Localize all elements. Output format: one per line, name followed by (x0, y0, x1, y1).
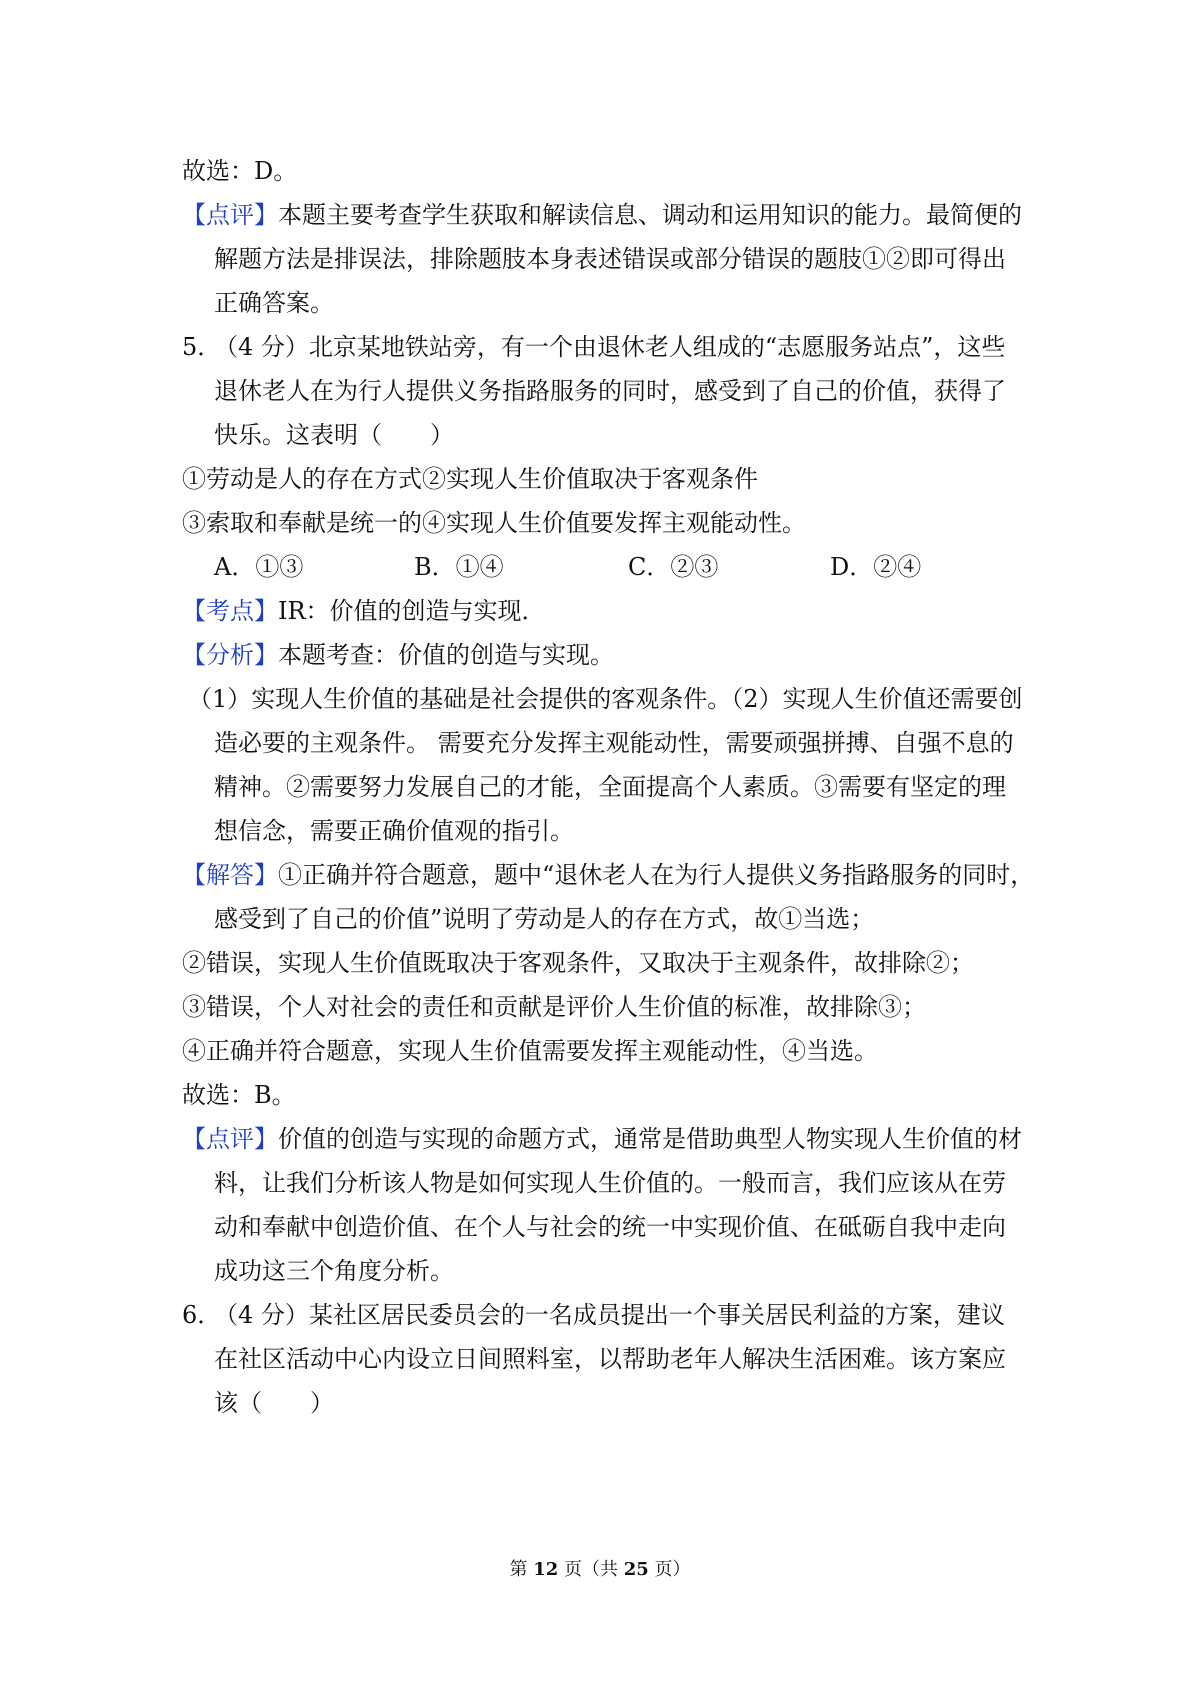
question-text: （4 分）某社区居民委员会的一名成员提出一个事关居民利益的方案，建议 (214, 1301, 1005, 1329)
fenxi-text: 想信念，需要正确价值观的指引。 (214, 817, 574, 845)
question-5-options (214, 552, 1014, 582)
question-text: 在社区活动中心内设立日间照料室，以帮助老年人解决生活困难。该方案应 (214, 1345, 1006, 1373)
fenxi-line-3 (214, 772, 1006, 802)
comment2-line-4 (214, 1256, 454, 1286)
comment-text: 成功这三个角度分析。 (214, 1257, 454, 1285)
fenxi-tag: 【分析】 (182, 641, 278, 669)
statement-text: ③索取和奉献是统一的④实现人生价值要发挥主观能动性。 (182, 509, 806, 537)
question-5-statements-1 (182, 464, 758, 494)
kaodian-line (182, 596, 546, 626)
comment-text: 价值的创造与实现的命题方式，通常是借助典型人物实现人生价值的材 (278, 1125, 1022, 1153)
comment-tag: 【点评】 (182, 1125, 278, 1153)
comment2-line-3 (214, 1212, 1006, 1242)
question-number: 5． (182, 333, 222, 361)
page-total: 25 (623, 1559, 649, 1580)
fenxi-text: （1）实现人生价值的基础是社会提供的客观条件。（2）实现人生价值还需要创 (188, 685, 1023, 713)
answer-line-q5 (182, 1080, 296, 1110)
comment2-line-2 (214, 1168, 1006, 1198)
fenxi-line-1 (188, 684, 1023, 714)
page-footer (0, 1558, 1200, 1582)
fenxi-text: 造必要的主观条件。 需要充分发挥主观能动性，需要顽强拼搏、自强不息的 (214, 729, 1014, 757)
question-6-line-3 (214, 1388, 334, 1418)
fenxi-text: 精神。②需要努力发展自己的才能，全面提高个人素质。③需要有坚定的理 (214, 773, 1006, 801)
kaodian-text: IR：价值的创造与实现． (278, 597, 546, 625)
comment-text: 本题主要考查学生获取和解读信息、调动和运用知识的能力。最简便的 (278, 201, 1022, 229)
comment-line-1 (182, 200, 1022, 230)
question-text: 该（ ） (214, 1389, 334, 1417)
question-5-line-3 (214, 420, 454, 450)
fenxi-line (182, 640, 614, 670)
comment-text: 料，让我们分析该人物是如何实现人生价值的。一般而言，我们应该从在劳 (214, 1169, 1006, 1197)
fenxi-line-2 (214, 728, 1014, 758)
question-text: 退休老人在为行人提供义务指路服务的同时，感受到了自己的价值，获得了 (214, 377, 1006, 405)
comment-text: 正确答案。 (214, 289, 334, 317)
jieda-text: ①正确并符合题意，题中“退休老人在为行人提供义务指路服务的同时， (278, 861, 1035, 889)
footer-prefix: 第 (509, 1559, 534, 1580)
answer-line-q4 (182, 156, 297, 186)
question-text: （4 分）北京某地铁站旁，有一个由退休老人组成的“志愿服务站点”，这些 (214, 333, 1006, 361)
comment-line-2 (214, 244, 1006, 274)
footer-middle: 页（共 (558, 1559, 624, 1580)
comment-line-3 (214, 288, 334, 318)
jieda-text: ②错误，实现人生价值既取决于客观条件，又取决于主观条件，故排除②； (182, 949, 974, 977)
jieda-text: ③错误，个人对社会的责任和贡献是评价人生价值的标准，故排除③； (182, 993, 926, 1021)
answer-text: 故选：B。 (182, 1081, 296, 1109)
question-6-line-2 (214, 1344, 1006, 1374)
comment-tag: 【点评】 (182, 201, 278, 229)
comment-text: 解题方法是排误法，排除题肢本身表述错误或部分错误的题肢①②即可得出 (214, 245, 1006, 273)
fenxi-line-4 (214, 816, 574, 846)
option-d: D．②④ (830, 553, 922, 581)
jieda-line-3 (182, 948, 974, 978)
jieda-tag: 【解答】 (182, 861, 278, 889)
kaodian-tag: 【考点】 (182, 597, 278, 625)
jieda-line-4 (182, 992, 926, 1022)
jieda-line-2 (214, 904, 874, 934)
jieda-line-5 (182, 1036, 878, 1066)
jieda-text: ④正确并符合题意，实现人生价值需要发挥主观能动性，④当选。 (182, 1037, 878, 1065)
comment-text: 动和奉献中创造价值、在个人与社会的统一中实现价值、在砥砺自我中走向 (214, 1213, 1006, 1241)
page-number: 12 (533, 1559, 559, 1580)
jieda-text: 感受到了自己的价值”说明了劳动是人的存在方式，故①当选； (214, 905, 875, 933)
question-5-statements-2 (182, 508, 806, 538)
question-6-line-1 (182, 1300, 1005, 1330)
question-5-line-1 (182, 332, 1005, 362)
question-text: 快乐。这表明（ ） (214, 421, 454, 449)
statement-text: ①劳动是人的存在方式②实现人生价值取决于客观条件 (182, 465, 758, 493)
comment2-line-1 (182, 1124, 1022, 1154)
jieda-line-1 (182, 860, 1034, 890)
option-c: C．②③ (628, 553, 719, 581)
question-number: 6． (182, 1301, 222, 1329)
question-5-line-2 (214, 376, 1006, 406)
option-a: A．①③ (214, 553, 304, 581)
answer-text: 故选：D。 (182, 157, 298, 185)
footer-suffix: 页） (648, 1559, 691, 1580)
fenxi-text: 本题考查：价值的创造与实现。 (278, 641, 614, 669)
option-b: B．①④ (414, 553, 504, 581)
